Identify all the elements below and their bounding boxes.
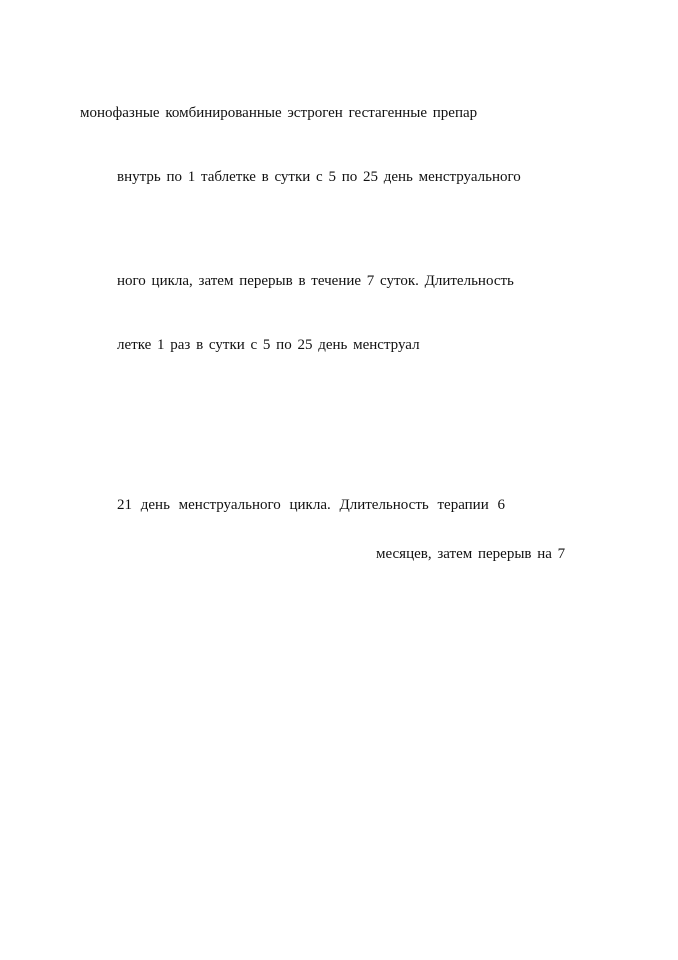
text-line: монофазные комбинированные эстроген гестагенные препар <box>80 105 478 121</box>
text-line: ного цикла, затем перерыв в течение 7 суток. Длительность <box>117 273 514 289</box>
text-line: внутрь по 1 таблетке в сутки с 5 по 25 день менструального <box>117 169 521 185</box>
text-line: месяцев, затем перерыв на 7 <box>376 546 566 562</box>
text-line: летке 1 раз в сутки с 5 по 25 день менструал <box>117 337 420 353</box>
text-line: 21 день менструального цикла. Длительность терапии 6 <box>117 497 505 513</box>
